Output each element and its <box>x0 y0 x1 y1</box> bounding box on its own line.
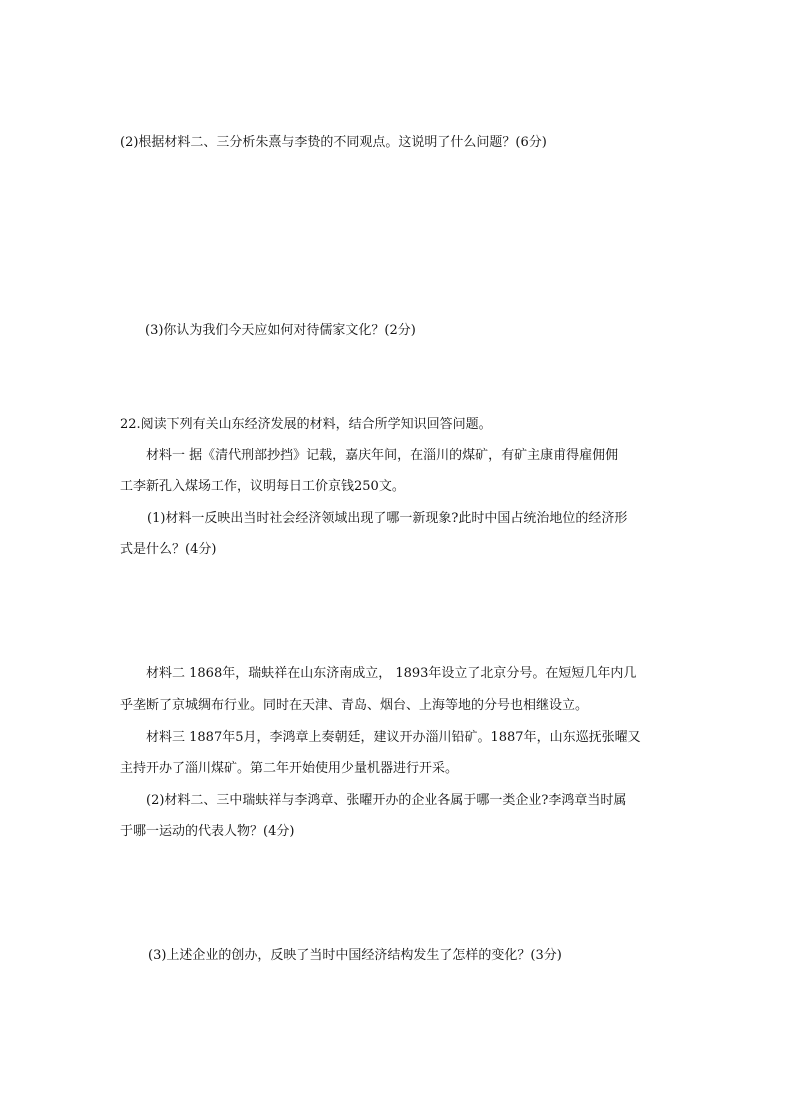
material-1-line-1: 材料一 据《清代刑部抄挡》记载，嘉庆年间，在淄川的煤矿，有矿主康甫得雇佣佣 <box>146 448 619 463</box>
question-22-2-line-2: 于哪一运动的代表人物？(4分) <box>120 824 295 839</box>
material-3-line-1: 材料三 1887年5月，李鸿章上奏朝廷，建议开办淄川铅矿。1887年，山东巡抚张曜又 <box>146 730 641 745</box>
question-22-3: (3)上述企业的创办，反映了当时中国经济结构发生了怎样的变化？(3分) <box>148 948 562 963</box>
question-21-3: (3)你认为我们今天应如何对待儒家文化？(2分) <box>145 323 416 338</box>
material-2-line-1: 材料二 1868年，瑞蚨祥在山东济南成立， 1893年设立了北京分号。在短短几年内几 <box>146 666 637 681</box>
material-3-line-2: 主持开办了淄川煤矿。第二年开始使用少量机器进行开采。 <box>120 761 459 776</box>
question-22-intro: 22.阅读下列有关山东经济发展的材料，结合所学知识回答问题。 <box>120 417 492 432</box>
material-2-line-2: 乎垄断了京城绸布行业。同时在天津、青岛、烟台、上海等地的分号也相继设立。 <box>120 698 589 713</box>
question-22-1-line-2: 式是什么？(4分) <box>120 542 217 557</box>
question-22-1-line-1: (1)材料一反映出当时社会经济领域出现了哪一新现象?此时中国占统治地位的经济形 <box>147 511 628 526</box>
material-1-line-2: 工李新孔入煤场工作，议明每日工价京钱250文。 <box>120 479 405 494</box>
question-22-2-line-1: (2)材料二、三中瑞蚨祥与李鸿章、张曜开办的企业各属于哪一类企业?李鸿章当时属 <box>146 793 627 808</box>
question-21-2: (2)根据材料二、三分析朱熹与李贽的不同观点。这说明了什么问题？(6分) <box>120 135 547 150</box>
